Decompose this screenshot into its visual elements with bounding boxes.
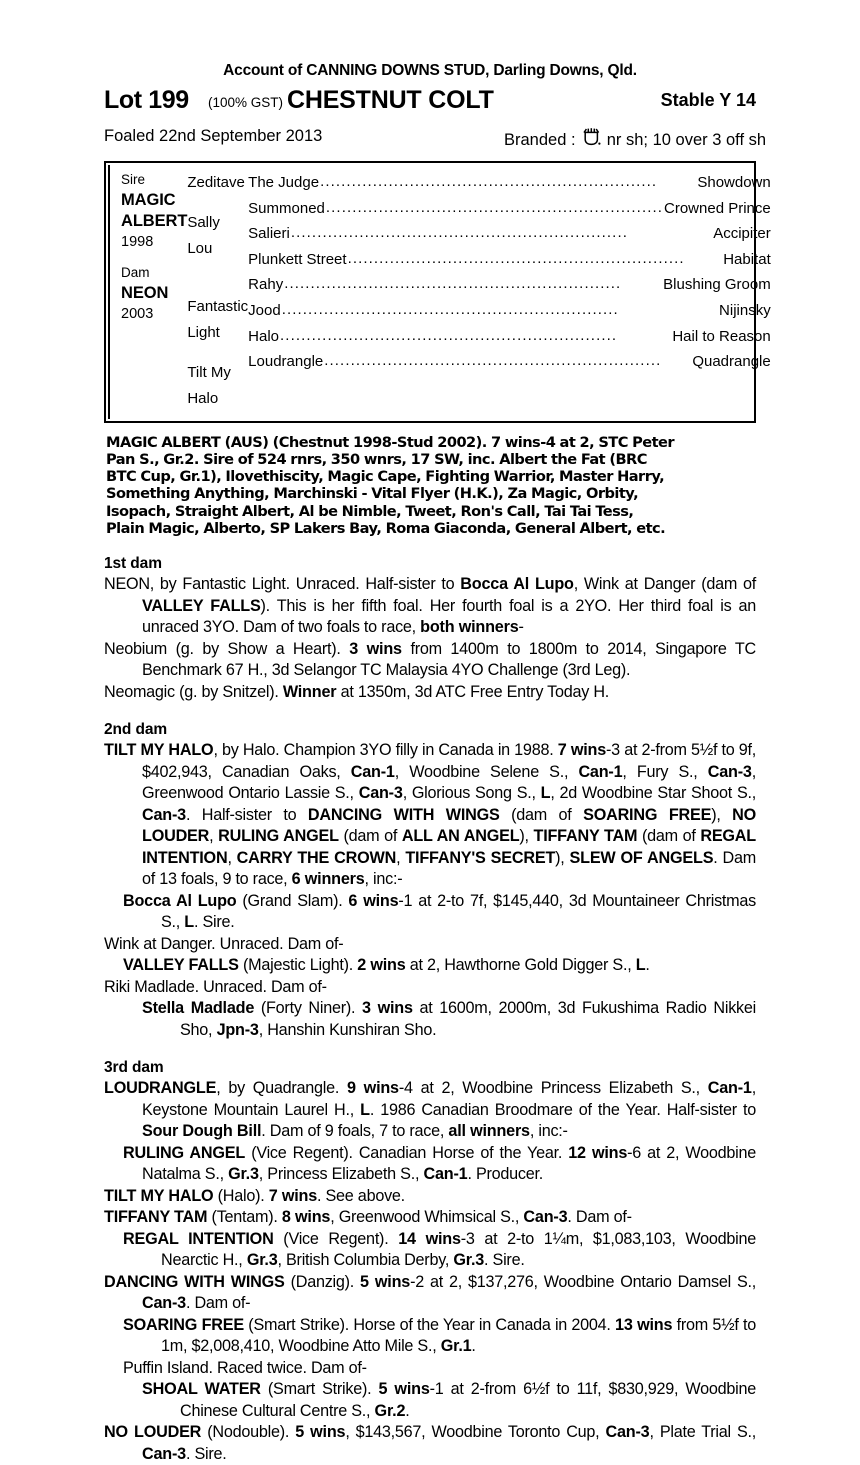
sire-dam-name: Sally Lou (187, 213, 220, 257)
pedigree-col-great-grandparents (248, 170, 780, 413)
ggp-left-name: The Judge (248, 174, 320, 191)
sire-year: 1998 (121, 234, 154, 250)
second-dam-entry: TILT MY HALO, by Halo. Champion 3YO filly in Canada in 1988. 7 wins-3 at 2-from 5½f to 9f, $402,943, Canadian Oaks, Can-1, Woodbine Selene S., Can-1, Fury S., Can-3, Greenwood Ontario Lassie S., Can-3, Glorious Song S., L, 2d Woodbine Star Shoot S., Can-3. Half-sister to DANCING WITH WINGS (dam of SOARING FREE), NO LOUDER, RULING ANGEL (dam of ALL AN ANGEL), TIFFANY TAM (dam of REGAL INTENTION, CARRY THE CROWN, TIFFANY'S SECRET), SLEW OF ANGELS. Dam of 13 foals, 9 to race, 6 winners, inc:- (104, 741, 757, 889)
ggp-left-name: Rahy (248, 276, 284, 294)
dot-leader: ................................................................ (325, 198, 664, 216)
ggp-right-name: Habitat (723, 250, 771, 268)
progeny-entry: Bocca Al Lupo (Grand Slam). 6 wins-1 at 2-to 7f, $145,440, 3d Mountaineer Christmas S., L. Sire. (123, 891, 757, 932)
pedigree-leader-row (248, 221, 771, 247)
sire-block-line: MAGIC ALBERT (AUS) (Chestnut 1998-Stud 2002). 7 wins-4 at 2, STC Peter (106, 433, 674, 451)
progeny-entry: Neomagic (g. by Snitzel). Winner at 1350m, 3d ATC Free Entry Today H. (104, 682, 610, 701)
sire-block-line: Plain Magic, Alberto, SP Lakers Bay, Roma Giaconda, General Albert, etc. (106, 519, 666, 537)
pedigree-leader-row (248, 196, 771, 222)
dot-leader: ................................................................ (347, 249, 685, 267)
dot-leader: ................................................................ (324, 352, 662, 370)
third-dam-heading: 3rd dam (104, 1059, 164, 1077)
pedigree-prose (104, 555, 756, 1465)
progeny-entry: TIFFANY TAM (Tentam). 8 wins, Greenwood Whimsical S., Can-3. Dam of- (104, 1208, 632, 1227)
pedigree-leader-row (248, 247, 771, 273)
progeny-entry: SHOAL WATER (Smart Strike). 5 wins-1 at 2-from 6½f to 11f, $830,929, Woodbine Chinese Cultural Centre S., Gr.2. (142, 1380, 756, 1420)
dot-leader: ................................................................ (281, 300, 619, 318)
ggp-left-name: Plunkett Street (248, 250, 347, 268)
ggp-left-name: Loudrangle (248, 353, 324, 371)
dot-leader: ................................................................ (280, 326, 618, 344)
cattle-brand-symbol-icon (582, 127, 601, 153)
progeny-entry: RULING ANGEL (Vice Regent). Canadian Horse of the Year. 12 wins-6 at 2, Woodbine Natalma S., Gr.3, Princess Elizabeth S., Can-1. Producer. (123, 1143, 757, 1184)
pedigree-col-parents (110, 170, 187, 413)
lot-number: Lot 199 (104, 86, 189, 114)
pedigree-table-inner (108, 165, 771, 419)
progeny-entry: Riki Madlade. Unraced. Dam of- (104, 977, 327, 996)
lot-header-row (104, 86, 756, 118)
progeny-entry: Stella Madlade (Forty Niner). 3 wins at 1600m, 2000m, 3d Fukushima Radio Nikkei Sho, Jpn-3, Hanshin Kunshiran Sho. (142, 999, 757, 1039)
progeny-entry: NO LOUDER (Nodouble). 5 wins, $143,567, Woodbine Toronto Cup, Can-3, Plate Trial S., Can-3. Sire. (104, 1423, 757, 1463)
dam-sire-name: Fantastic Light (187, 297, 249, 341)
ggp-right-name: Showdown (697, 174, 771, 191)
pedigree-leader-row (248, 272, 771, 298)
dam-name: NEON (121, 284, 169, 302)
sire-label: Sire (121, 172, 146, 187)
branded-detail: nr sh; 10 over 3 off sh (606, 131, 767, 149)
sire-name: MAGIC ALBERT (121, 191, 188, 230)
sire-block-line: Something Anything, Marchinski - Vital Flyer (H.K.), Za Magic, Orbity, (106, 485, 639, 503)
dam-year: 2003 (121, 306, 154, 322)
ggp-right-name: Quadrangle (692, 353, 771, 371)
branded-label: Branded : (504, 131, 576, 149)
first-dam-entry: NEON, by Fantastic Light. Unraced. Half-sister to Bocca Al Lupo, Wink at Danger (dam of VALLEY FALLS). This is her fifth foal. Her fourth foal is a 2YO. Her third foal is an unraced 3YO. Dam of two foals to race, both winners- (104, 575, 756, 637)
stable-number: Stable Y 14 (660, 90, 756, 110)
sire-performance-block (106, 434, 756, 538)
colour-and-sex: CHESTNUT COLT (287, 86, 494, 114)
dot-leader: ................................................................ (320, 173, 658, 190)
ggp-right-name: Crowned Prince (664, 199, 771, 217)
branded-info (504, 127, 766, 153)
progeny-entry: SOARING FREE (Smart Strike). Horse of the Year in Canada in 2004. 13 wins from 5½f to 1m, $2,008,410, Woodbine Atto Mile S., Gr.1. (123, 1315, 756, 1356)
progeny-entry: VALLEY FALLS (Majestic Light). 2 wins at 2, Hawthorne Gold Digger S., L. (123, 956, 650, 975)
dot-leader: ................................................................ (284, 275, 622, 293)
progeny-entry: REGAL INTENTION (Vice Regent). 14 wins-3 at 2-to 1¼m, $1,083,103, Woodbine Nearctic H., Gr.3, British Columbia Derby, Gr.3. Sire. (123, 1229, 757, 1270)
ggp-right-name: Hail to Reason (672, 327, 771, 345)
ggp-right-name: Accipiter (713, 225, 771, 243)
dot-leader: ................................................................ (290, 224, 628, 242)
ggp-left-name: Halo (248, 327, 280, 345)
pedigree-leader-row (248, 298, 771, 324)
pedigree-leader-row (248, 170, 771, 196)
pedigree-col-grandparents (187, 170, 248, 413)
sire-block-line: Pan S., Gr.2. Sire of 524 rnrs, 350 wnrs, 17 SW, inc. Albert the Fat (BRC (106, 450, 647, 468)
foaled-date: Foaled 22nd September 2013 (104, 127, 323, 145)
ggp-right-name: Blushing Groom (663, 276, 771, 294)
foaled-branded-row (104, 127, 767, 153)
sire-block-line: BTC Cup, Gr.1), Ilovethiscity, Magic Cape, Fighting Warrior, Master Harry, (106, 468, 665, 486)
sire-block-line: Isopach, Straight Albert, Al be Nimble, Tweet, Ron's Call, Tai Tai Tess, (106, 502, 634, 520)
ggp-right-name: Nijinsky (719, 301, 771, 319)
progeny-entry: Wink at Danger. Unraced. Dam of- (104, 934, 344, 953)
ggp-left-name: Summoned (248, 199, 325, 217)
third-dam-entry: LOUDRANGLE, by Quadrangle. 9 wins-4 at 2, Woodbine Princess Elizabeth S., Can-1, Keystone Mountain Laurel H., L. 1986 Canadian Broodmare of the Year. Half-sister to Sour Dough Bill. Dam of 9 foals, 7 to race, all winners, inc:- (104, 1079, 756, 1141)
progeny-entry: TILT MY HALO (Halo). 7 wins. See above. (104, 1186, 405, 1205)
progeny-entry: Neobium (g. by Show a Heart). 3 wins from 1400m to 1800m to 2014, Singapore TC Benchmark 67 H., 3d Selangor TC Malaysia 4YO Challenge (3rd Leg). (104, 639, 756, 680)
progeny-entry: DANCING WITH WINGS (Danzig). 5 wins-2 at 2, $137,276, Woodbine Ontario Damsel S., Can-3. Dam of- (104, 1272, 757, 1313)
account-line: Account of CANNING DOWNS STUD, Darling Downs, Qld. (223, 62, 637, 79)
sire-sire-name: Zeditave (187, 174, 245, 191)
pedigree-leader-row (248, 324, 771, 350)
second-dam-heading: 2nd dam (104, 721, 168, 739)
dam-dam-name: Tilt My Halo (187, 363, 231, 407)
dam-label: Dam (121, 265, 150, 280)
ggp-left-name: Salieri (248, 225, 290, 243)
first-dam-heading: 1st dam (104, 555, 162, 573)
pedigree-table (104, 161, 771, 423)
progeny-entry: Puffin Island. Raced twice. Dam of- (123, 1358, 367, 1377)
gst-note: (100% GST) (208, 95, 284, 110)
pedigree-leader-row (248, 349, 771, 375)
ggp-left-name: Jood (248, 301, 281, 319)
